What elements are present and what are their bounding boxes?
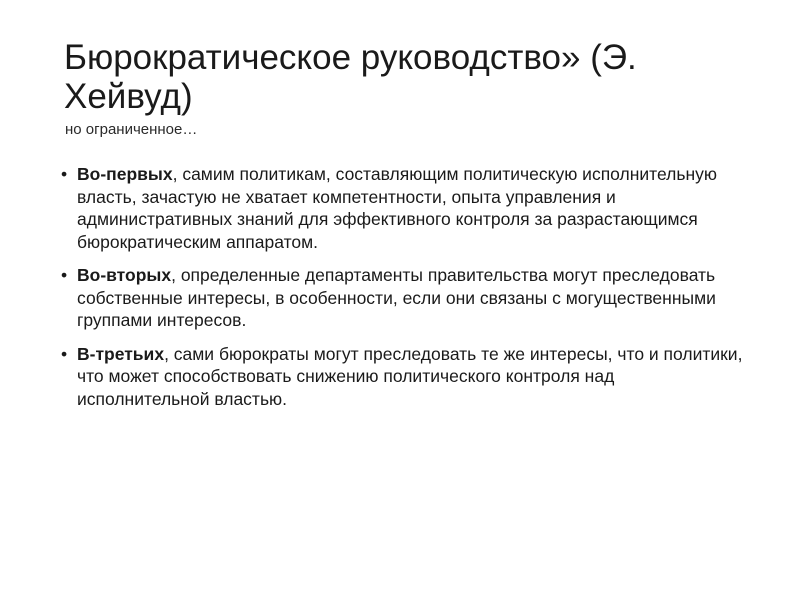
slide-subtitle: но ограниченное… xyxy=(65,121,198,138)
bullet-lead: Во-первых xyxy=(77,164,173,184)
bullet-item-third xyxy=(60,343,750,411)
bullet-text: , самим политикам, составляющим политическую исполнительную власть, зачастую не хватает компетентности, опыта управления и административных знаний для эффективного контроля за разрастающимся бюрократическим аппаратом. xyxy=(77,164,718,252)
slide-title: Бюрократическое руководство» (Э. Хейвуд) xyxy=(64,38,637,116)
bullet-lead: Во-вторых xyxy=(77,265,172,285)
bullet-text: , определенные департаменты правительства могут преследовать собственные интересы, в особенности, если они связаны с могущественными группами интересов. xyxy=(77,265,716,330)
bullet-marker: • xyxy=(61,343,68,364)
bullet-text: , сами бюрократы могут преследовать те же интересы, что и политики, что может способствовать снижению политического контроля над исполнительной властью. xyxy=(77,343,743,409)
bullet-marker: • xyxy=(61,265,68,285)
bullet-marker: • xyxy=(61,164,68,184)
bullet-item-second xyxy=(60,264,750,332)
bullet-lead: В-третьих xyxy=(77,343,165,364)
bullet-list xyxy=(60,163,750,421)
bullet-item-first xyxy=(60,163,750,253)
